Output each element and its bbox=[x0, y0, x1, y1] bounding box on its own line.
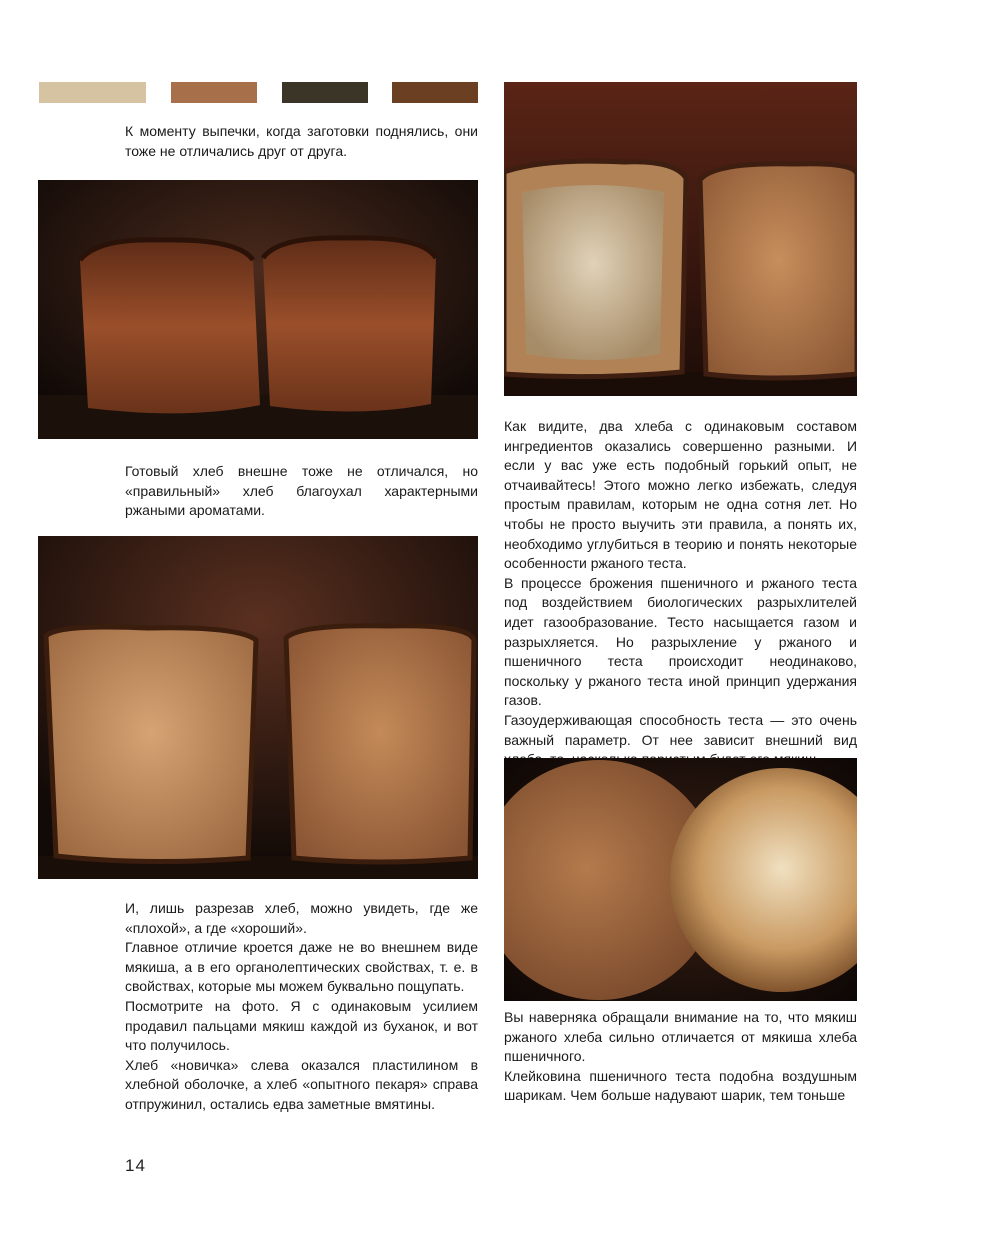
photo-rye-vs-wheat-crumb-macro bbox=[504, 758, 857, 1001]
right-lower-text: Вы наверняка обращали внимание на то, что мякиш ржаного хлеба сильно отличается от мякиша хлеба пшеничного. Клейковина пшеничного теста подобна воздушным шарикам. Чем больше надувают шарик, тем тоньше bbox=[504, 1009, 857, 1104]
color-swatch-beige bbox=[39, 82, 146, 103]
photo-two-cut-loaves bbox=[38, 536, 478, 879]
page-number: 14 bbox=[125, 1156, 146, 1175]
color-swatch-terracotta bbox=[171, 82, 257, 103]
photo-two-whole-loaves bbox=[38, 180, 478, 439]
left-intro-paragraph: К моменту выпечки, когда заготовки поднялись, они тоже не отличались друг от друга. bbox=[125, 123, 478, 159]
color-swatch-brown bbox=[392, 82, 478, 103]
color-swatch-dark-olive bbox=[282, 82, 368, 103]
left-middle-paragraph: Готовый хлеб внешне тоже не отличался, но «правильный» хлеб благоухал характерными ржаными ароматами. bbox=[125, 463, 478, 519]
right-upper-text: Как видите, два хлеба с одинаковым составом ингредиентов оказались совершенно разными. И если у вас уже есть подобный горький опыт, не отчаивайтесь! Этого можно легко избежать, следуя простым правилам, которым не одна сотня лет. Но чтобы не просто выучить эти правила, а понять их, необходимо углубиться в теорию и понять некоторые особенности ржаного теста. В процессе брожения пшеничного и ржаного теста под воздействием биологических разрыхлителей идет газообразование. Тесто насыщается газом и разрыхляется. Но разрыхление у ржаного и пшеничного теста происходит неодинаково, поскольку у ржаного теста иной принцип удержания газов. Газоудерживающая способность теста — это очень важный параметр. От нее зависит внешний вид bbox=[504, 418, 857, 748]
left-bottom-text: И, лишь разрезав хлеб, можно увидеть, где же «плохой», а где «хороший». Главное отличие кроется даже не во внешнем виде мякиша, а в его органолептических свойствах, т. е. в свойствах, которые мы можем буквально пощупать. Посмотрите на фото. Я с одинаковым усилием продавил пальцами мякиш каждой из буханок, и вот что получилось. Хлеб «новичка» слева оказался пластилином в хлебной оболочке, а хлеб «опытного пекаря» справа отпружинил, остались едва заметные вмятины. bbox=[125, 900, 478, 1112]
photo-pressed-crumb-comparison bbox=[504, 82, 857, 396]
